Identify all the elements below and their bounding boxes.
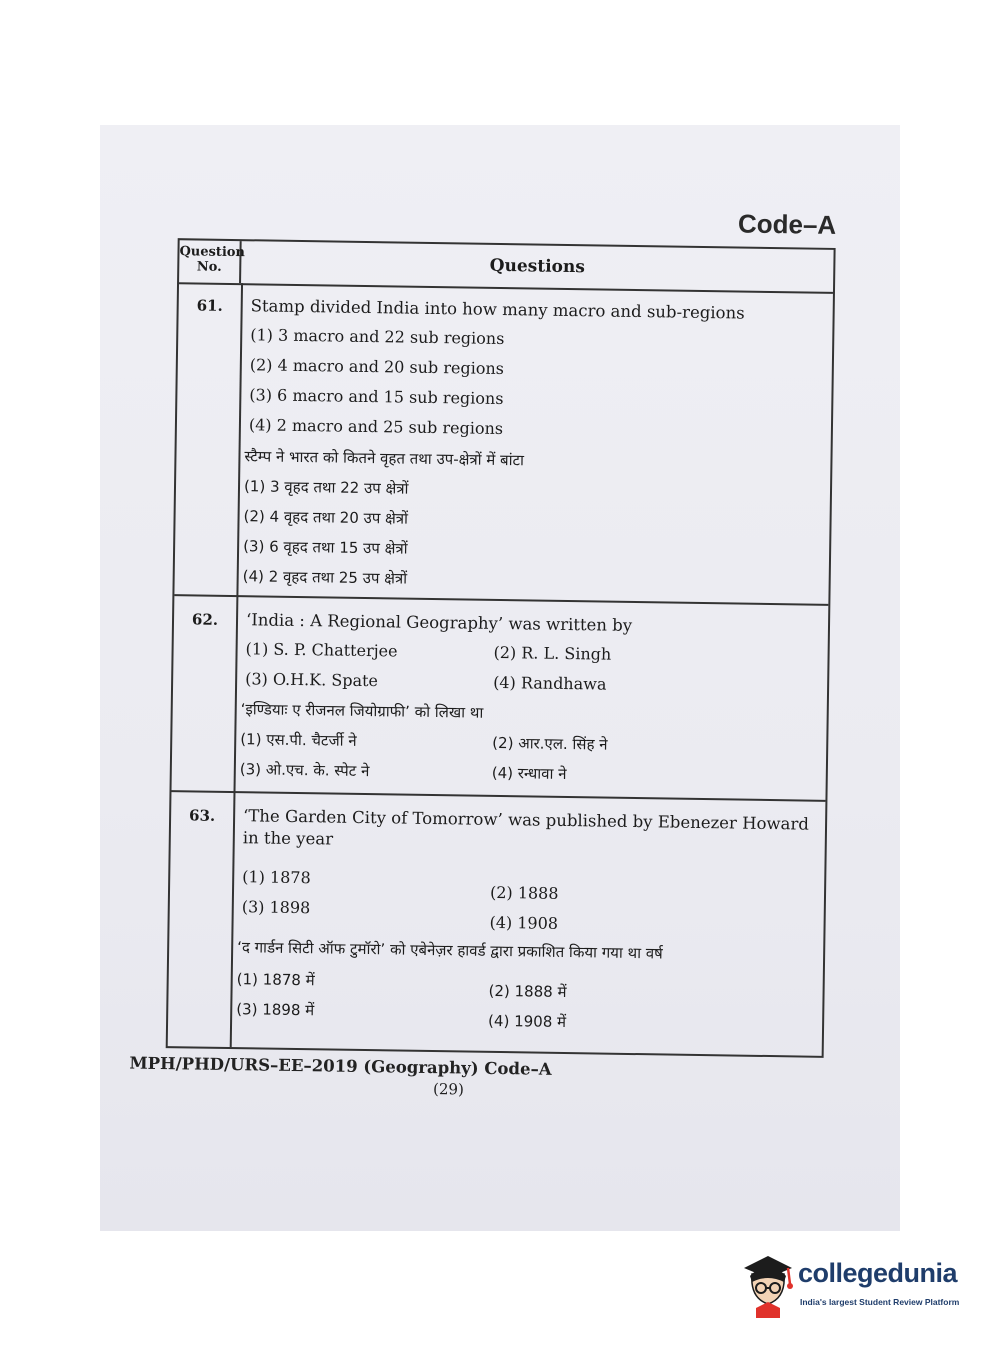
option-hi: (4) 1908 में [487,1011,567,1032]
option: (1) 3 macro and 22 sub regions [250,325,505,349]
option: (2) R. L. Singh [493,642,612,664]
questions-table [166,238,836,1058]
collegedunia-logo[interactable] [740,1250,970,1322]
question-text-en: Stamp divided India into how many macro and sub-regions [250,296,745,323]
question-62 [172,594,829,800]
question-text-hi: ‘द गार्डन सिटी ऑफ टुमॉरो’ को एबेनेज़र हावर्ड द्वारा प्रकाशित किया गया था वर्ष [237,938,663,963]
question-61 [174,282,833,604]
option: (3) 6 macro and 15 sub regions [249,385,504,409]
option-hi: (3) ओ.एच. के. स्पेट ने [239,760,370,781]
question-number: 63. [188,806,216,825]
option: (3) 1898 [241,897,311,918]
option: (4) Randhawa [493,672,607,694]
brand-name: collegedunia [798,1258,958,1288]
scanned-page [100,125,900,1231]
question-number: 62. [191,610,219,629]
question-text-hi: ‘इण्डियाः ए रीजनल जियोग्राफी’ को लिखा था [240,700,484,722]
code-label: Code–A [737,208,837,240]
question-text-en: ‘The Garden City of Tomorrow’ was published by Ebenezer Howard in the year [242,806,810,849]
mascot-icon [740,1250,796,1320]
question-no-header-line: No. [196,259,222,275]
option: (1) S. P. Chatterjee [245,639,398,661]
question-no-header-line: Question [179,244,246,261]
option: (2) 4 macro and 20 sub regions [249,355,505,379]
exam-footer: MPH/PHD/URS–EE–2019 (Geography) Code–A [129,1053,552,1079]
option-hi: (1) 1878 में [236,970,315,990]
option-hi: (2) 4 वृहद तथा 20 उप क्षेत्रों [243,507,409,528]
option-hi: (2) आर.एल. सिंह ने [492,733,608,754]
option-hi: (1) 3 वृहद तथा 22 उप क्षेत्रों [243,477,409,498]
page-number: (29) [432,1080,465,1099]
option: (2) 1888 [489,882,559,903]
brand-tagline: India's largest Student Review Platform [800,1297,960,1307]
option-hi: (3) 1898 में [236,1000,315,1020]
question-no-header [179,240,246,283]
question-text-en: ‘India : A Regional Geography’ was written by [245,610,633,635]
option: (3) O.H.K. Spate [245,669,379,691]
option-hi: (4) रन्धावा ने [491,763,567,784]
questions-header: Questions [489,255,586,278]
question-number: 61. [196,296,223,315]
option-hi: (4) 2 वृहद तथा 25 उप क्षेत्रों [242,567,408,588]
option-hi: (1) एस.पी. चैटर्जी ने [240,730,357,750]
option-hi: (2) 1888 में [488,981,567,1002]
option: (4) 2 macro and 25 sub regions [248,415,504,439]
question-63 [168,790,826,1056]
option: (4) 1908 [489,912,559,933]
option: (1) 1878 [242,867,311,888]
option-hi: (3) 6 वृहद तथा 15 उप क्षेत्रों [243,537,408,558]
question-text-hi: स्टैम्प ने भारत को कितने वृहत तथा उप-क्षेत्रों में बांटा [244,447,525,470]
